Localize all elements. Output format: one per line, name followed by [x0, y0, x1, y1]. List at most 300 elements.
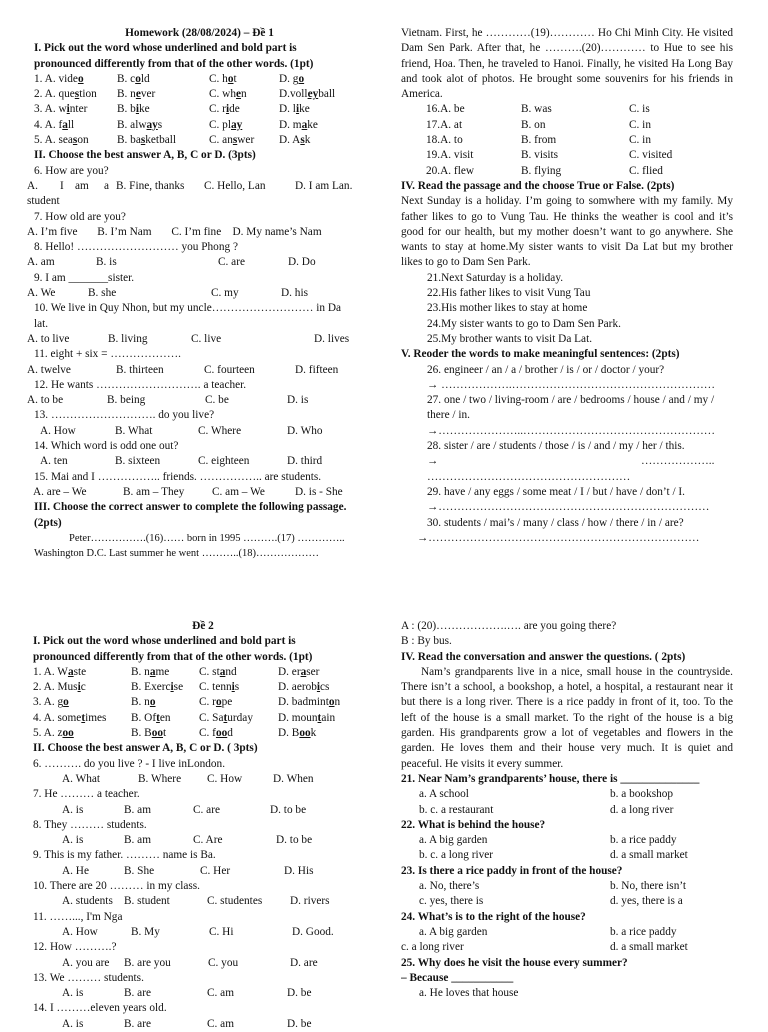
answer-line: ………………………………………………: [427, 470, 631, 483]
pronunciation-row: [33, 711, 373, 726]
word-part: ball: [318, 88, 336, 101]
word-part: t: [233, 72, 237, 85]
word-part: urday: [227, 711, 253, 724]
word-part: s: [234, 681, 240, 694]
question-text: 11. ……..., I'm Nga: [33, 910, 123, 923]
option-row: [401, 833, 733, 848]
word-option: [117, 118, 162, 133]
underlined-sound: t: [223, 711, 228, 724]
answer-option: 16.A. be: [426, 103, 465, 116]
underlined-sound: t: [81, 711, 86, 724]
underlined-sound: t: [156, 711, 160, 724]
word-part: on: [77, 134, 89, 147]
answer-option: a. A school: [419, 788, 469, 801]
word-part: ain: [321, 711, 336, 724]
question-text: 13. We ……… students.: [33, 971, 144, 984]
option-row: [401, 133, 733, 148]
answer-option: B. visits: [521, 149, 559, 162]
statement: 25.My brother wants to visit Da Lat.: [427, 332, 593, 345]
word-part: D. l: [279, 103, 296, 116]
comprehension-questions: [401, 772, 733, 956]
question-text: 6. How are you?: [34, 164, 109, 177]
question-text: 14. Which word is odd one out?: [34, 440, 179, 453]
underlined-sound: o: [328, 696, 335, 709]
answer-option: B. flying: [521, 164, 562, 177]
underlined-sound: e: [236, 88, 242, 101]
exam-2-part-1: [33, 619, 373, 1032]
pronunciation-row: [27, 133, 372, 148]
word-option: [199, 711, 253, 726]
word-option: [199, 665, 237, 680]
word-part: 4. A. f: [34, 118, 63, 131]
question-text: 10. There are 20 ……… in my class.: [33, 880, 201, 893]
underlined-sound: i: [77, 681, 81, 694]
word-option: [33, 680, 86, 695]
section-heading: pronounced differently from that of the other words. (1pt): [33, 650, 313, 663]
answer-option: B. on: [521, 118, 546, 131]
word-part: ke: [138, 103, 150, 116]
word-part: D. g: [279, 72, 299, 85]
word-part: 5. A. sea: [34, 134, 73, 147]
word-part: ver: [140, 88, 156, 101]
answer-option: d. yes, there is a: [610, 895, 683, 908]
word-part: imes: [85, 711, 107, 724]
word-part: k: [304, 134, 311, 147]
answer-options: A. I’m five B. I’m Nam C. I’m fine D. My name’s Nam: [27, 225, 322, 238]
underlined-sound: t: [317, 711, 322, 724]
answer-options: A. students B. student C. studentes D. rivers: [62, 895, 330, 908]
passage-text: Peter…………….(16)…… born in 1995 ……….(17) …………..: [69, 532, 345, 544]
word-option: [117, 72, 150, 87]
pronunciation-row: [33, 680, 373, 695]
answer-options: A. am B. is C. are D. Do: [27, 256, 316, 269]
word-part: 1. A. vide: [34, 72, 78, 85]
word-option: [34, 133, 89, 148]
word-option: [33, 695, 69, 710]
answer-options: A. is B. are C. am D. be: [62, 987, 312, 1000]
word-part: 4. A. some: [33, 711, 82, 724]
answer-options: A. We B. she C. my D. his: [27, 287, 308, 300]
question-text: – Because ___________: [401, 971, 514, 984]
word-option: [199, 695, 232, 710]
word-option: [278, 695, 340, 710]
word-part: B. Of: [131, 711, 157, 724]
answer-option: b. No, there isn’t: [610, 880, 687, 893]
word-option: [117, 133, 176, 148]
pronunciation-row: [33, 665, 373, 680]
true-false-list: [401, 271, 733, 347]
answer-line: →…………………..……………………………………………: [427, 424, 716, 437]
word-option: [209, 133, 254, 148]
exam-1-part-2: [401, 26, 733, 546]
word-part: B. n: [131, 665, 150, 678]
word-option: [279, 133, 310, 148]
word-part: B. Exerc: [131, 681, 171, 694]
pronunciation-row: [27, 102, 372, 117]
answer-option: b. a rice paddy: [610, 834, 677, 847]
pronunciation-list: [33, 665, 373, 741]
section-heading: V. Reoder the words to make meaningful sentences: (2pts): [401, 348, 680, 361]
word-part: wer: [237, 134, 255, 147]
word-part: d: [227, 727, 233, 740]
answer-option: b. a bookshop: [610, 788, 674, 801]
answer-option: b. a rice paddy: [610, 925, 677, 938]
underlined-sound: i: [316, 681, 321, 694]
underlined-sound: a: [300, 665, 307, 678]
section-heading: pronounced differently from that of the other words. (1pt): [34, 57, 314, 70]
answer-options: A. twelve B. thirteen C. fourteen D. fifteen: [27, 363, 339, 376]
answer-line: → ……………….………………………………………………: [427, 378, 716, 391]
word-part: ketball: [145, 134, 177, 147]
word-option: [279, 72, 304, 87]
underlined-sound: i: [66, 103, 70, 116]
answer-options: A. I am a B. Fine, thanks C. Hello, Lan D. I am Lan.: [27, 179, 353, 192]
underlined-sound: i: [231, 681, 235, 694]
answer-option: 17.A. at: [426, 118, 463, 131]
passage-text: Vietnam. First, he …………(19)………… Ho Chi Minh City. He visited Dam Sen Park. After that, he ……….(20)………… to Hue to see his friend, Hoa. Then, he traveled to Hanoi. Finally, he visited Ha Long Bay and took alot of photos. He brought some souvenirs for his friends in America.: [401, 27, 733, 101]
exam-1-part-1: [27, 26, 372, 561]
underlined-sound: s: [232, 134, 238, 147]
question-text: 6. ………. do you live ? - I live inLondon.: [33, 757, 226, 770]
word-part: nd: [225, 665, 237, 678]
word-part: B. n: [131, 696, 150, 709]
answer-options: A. How B. What C. Where D. Who: [40, 424, 323, 437]
underlined-sound: i: [170, 681, 174, 694]
dialogue-line: B : By bus.: [401, 635, 452, 648]
answer-option: C. in: [629, 118, 651, 131]
underlined-sound: oo: [299, 727, 311, 740]
underlined-sound: o: [227, 72, 234, 85]
underlined-sound: a: [67, 665, 74, 678]
answer-option: c. yes, there is: [419, 895, 484, 908]
answer-option: d. a small market: [610, 941, 688, 954]
word-part: 1. A. W: [33, 665, 68, 678]
answer-options: A. you are B. are you C. you D. are: [62, 956, 318, 969]
underlined-sound: i: [295, 103, 300, 116]
exam-2-part-2: [401, 619, 733, 1001]
question-text: 27. one / two / living-room / are / bedrooms / house / and / my /: [427, 394, 715, 407]
section-heading: (2pts): [34, 516, 62, 529]
word-part: C. Sa: [199, 711, 224, 724]
underlined-sound: o: [215, 696, 222, 709]
underlined-sound: s: [74, 88, 80, 101]
question-text: student: [27, 195, 60, 208]
answer-option: a. A big garden: [419, 925, 488, 938]
word-option: [209, 102, 240, 117]
word-part: t: [163, 727, 167, 740]
question-text: 21. Near Nam’s grandparents’ house, there is ______________: [401, 772, 700, 785]
word-option: [279, 87, 335, 102]
pronunciation-row: [27, 87, 372, 102]
word-part: B. b: [117, 103, 136, 116]
section-heading: II. Choose the best answer A, B, C or D. ( 3pts): [33, 742, 258, 755]
word-part: en: [159, 711, 171, 724]
word-part: D. moun: [278, 711, 318, 724]
answer-options: A. ten B. sixteen C. eighteen D. third: [40, 455, 323, 468]
underlined-sound: oo: [151, 727, 164, 740]
underlined-sound: a: [62, 118, 68, 131]
answer-option: b. c. a long river: [419, 849, 494, 862]
word-part: B. B: [131, 727, 152, 740]
option-row: [401, 803, 733, 818]
word-option: [131, 726, 166, 741]
word-part: C. an: [209, 134, 233, 147]
word-part: D. badmint: [278, 696, 329, 709]
word-part: C. pl: [209, 118, 231, 131]
question-text: 7. He ……… a teacher.: [33, 788, 140, 801]
word-part: pe: [221, 696, 233, 709]
answer-option: b. c. a restaurant: [419, 803, 494, 816]
word-part: B. ba: [117, 134, 141, 147]
question-text: 14. I ………eleven years old.: [33, 1002, 167, 1015]
question-text: 22. What is behind the house?: [401, 818, 546, 831]
word-part: ste: [73, 665, 87, 678]
word-part: me: [155, 665, 170, 678]
word-option: [209, 72, 237, 87]
passage-text: Next Sunday is a holiday. I’m going to somwhere with my family. My father likes to go to Vung Tau. He thinks the weather is cool and it’s good for our health, but my mother doesn’t want to go anywhere. She wants to stay at home.My sister wants to visit Da Lat but my brother likes to go to Dam Sen Park.: [401, 195, 733, 269]
word-part: D. B: [278, 727, 300, 740]
word-part: c: [80, 681, 86, 694]
question-text: 12. How ……….?: [33, 941, 117, 954]
pronunciation-row: [33, 726, 373, 741]
word-part: tion: [79, 88, 97, 101]
option-row: [401, 118, 733, 133]
page-title: Homework (28/08/2024) – Đề 1: [125, 27, 274, 39]
dialogue-line: A : (20)……………….…. are you going there?: [401, 620, 617, 632]
word-part: D. m: [279, 118, 302, 131]
statement: 21.Next Saturday is a holiday.: [427, 271, 564, 284]
question-text: 15. Mai and I …………….. friends. …………….. are students.: [34, 470, 322, 483]
page-title: Đề 2: [192, 620, 214, 632]
answer-options: A. He B. She C. Her D. His: [62, 864, 314, 877]
word-part: ser: [306, 665, 320, 678]
question-text: 7. How old are you?: [34, 210, 126, 223]
underlined-sound: a: [301, 118, 308, 131]
passage-text: Nam’s grandparents live in a nice, small house in the countryside. There isn’t a school, a bookshop, a hotel, a hospital, a restaurant near it but there is a long river. There is a rice paddy in front of it, too. To the left of the house is a small market. To the right of the house is a big garden. His grandparents grow a lot of vegetables and flowers in the garden. He loves them and their house very much. It is quiet and peaceful. He visits it every summer.: [401, 665, 733, 770]
answer-option: B. was: [521, 103, 552, 116]
question-text: 24. What’s is to the right of the house?: [401, 910, 586, 923]
word-option: [117, 102, 150, 117]
answer-option: c. a long river: [401, 941, 464, 954]
question-text: 29. have / any eggs / some meat / I / but / have / don’t / I.: [427, 485, 685, 498]
section-heading: I. Pick out the word whose underlined and bold part is: [34, 42, 297, 55]
word-option: [209, 118, 242, 133]
answer-options: A. What B. Where C. How D. When: [62, 772, 314, 785]
answer-option: d. a small market: [610, 849, 688, 862]
answer-option: d. a long river: [610, 803, 674, 816]
statement: 24.My sister wants to go to Dam Sen Park.: [427, 317, 621, 330]
answer-option: C. is: [629, 103, 650, 116]
question-text: 8. Hello! ……………………… you Phong ?: [34, 241, 238, 254]
word-option: [34, 102, 87, 117]
word-part: de: [229, 103, 240, 116]
underlined-sound: oo: [62, 727, 74, 740]
passage-options: [401, 102, 733, 178]
answer-option: B. from: [521, 134, 557, 147]
word-part: C. h: [209, 72, 228, 85]
answer-option: 20.A. flew: [426, 164, 475, 177]
word-part: B. n: [117, 88, 136, 101]
word-option: [34, 72, 84, 87]
underlined-sound: ay: [146, 118, 158, 131]
word-part: D. A: [279, 134, 301, 147]
word-part: C. r: [199, 696, 216, 709]
option-row: [401, 787, 733, 802]
underlined-sound: o: [135, 72, 141, 85]
section-heading: IV. Read the conversation and answer the questions. ( 2pts): [401, 650, 686, 663]
question-text: 8. They ……… students.: [33, 818, 147, 831]
option-row: [401, 925, 733, 940]
question-text: 28. sister / are / students / those / is / and / my / her / this.: [427, 440, 685, 453]
underlined-sound: o: [298, 72, 305, 85]
word-option: [33, 665, 86, 680]
question-text: 30. students / mai’s / many / class / how / there / in / are?: [427, 516, 684, 529]
word-part: 2. A. que: [34, 88, 75, 101]
passage-text: Washington D.C. Last summer he went ………..(18)………………: [34, 548, 319, 560]
word-part: ll: [67, 118, 75, 131]
underlined-sound: s: [140, 134, 146, 147]
underlined-sound: i: [135, 103, 139, 116]
word-part: B. alw: [117, 118, 147, 131]
option-row: [401, 894, 733, 909]
question-text: 10. We live in Quy Nhon, but my uncle……………………… in Da: [34, 302, 342, 315]
word-part: C. wh: [209, 88, 236, 101]
word-option: [117, 87, 155, 102]
answer-option: a. No, there’s: [419, 880, 480, 893]
word-option: [278, 665, 319, 680]
question-text: 12. He wants ………………………. a teacher.: [34, 378, 247, 391]
pronunciation-row: [27, 72, 372, 87]
word-option: [34, 118, 74, 133]
answer-options: A. are – We B. am – They C. am – We D. is - She: [33, 485, 343, 498]
word-part: C. tenn: [199, 681, 232, 694]
section-heading: II. Choose the best answer A, B, C or D. (3pts): [34, 149, 256, 162]
section-heading: III. Choose the correct answer to complete the following passage.: [34, 501, 347, 514]
word-part: 3. A. g: [33, 696, 64, 709]
underlined-sound: i: [225, 103, 230, 116]
word-option: [34, 87, 97, 102]
word-part: 3. A. w: [34, 103, 67, 116]
word-part: 5. A. z: [33, 727, 63, 740]
answer-options: A. is B. am C. are D. to be: [62, 803, 307, 816]
answer-options: A. How B. My C. Hi D. Good.: [62, 925, 334, 938]
word-option: [199, 726, 233, 741]
answer-option: C. flied: [629, 164, 663, 177]
question-text: there / in.: [427, 409, 470, 422]
underlined-sound: o: [63, 696, 69, 709]
underlined-sound: oo: [215, 727, 228, 740]
underlined-sound: ay: [230, 118, 243, 131]
option-row: [401, 940, 733, 955]
word-part: ld: [140, 72, 150, 85]
underlined-sound: o: [149, 696, 156, 709]
word-option: [199, 680, 239, 695]
word-option: [209, 87, 247, 102]
section-heading: IV. Read the passage and the choose True or False. (2pts): [401, 179, 675, 192]
word-option: [278, 711, 335, 726]
underlined-sound: s: [72, 134, 78, 147]
word-part: C. f: [199, 727, 216, 740]
word-part: k: [310, 727, 317, 740]
word-part: nter: [69, 103, 88, 116]
word-part: 2. A. Mus: [33, 681, 78, 694]
underlined-sound: s: [300, 134, 305, 147]
word-option: [131, 680, 183, 695]
statement: 23.His mother likes to stay at home: [427, 302, 588, 315]
word-option: [279, 102, 310, 117]
word-option: [131, 711, 171, 726]
question-text: 9. I am _______sister.: [34, 271, 135, 284]
underlined-sound: ey: [307, 88, 319, 101]
option-row: [401, 879, 733, 894]
pronunciation-row: [27, 118, 372, 133]
word-option: [33, 711, 106, 726]
option-row: [401, 848, 733, 863]
question-text: 25. Why does he visit the house every summer?: [401, 956, 628, 969]
question-text: 11. eight + six = ……………….: [34, 348, 181, 361]
word-option: [278, 726, 316, 741]
pronunciation-row: [33, 695, 373, 710]
answer-options: A. to be B. being C. be D. is: [27, 394, 309, 407]
answer-option: C. visited: [629, 149, 673, 162]
answer-line: →………………………………………………………………: [427, 501, 710, 514]
answer-option: 19.A. visit: [426, 149, 474, 162]
word-part: D. aerob: [278, 681, 317, 694]
answer-option: a. He loves that house: [419, 987, 519, 1000]
word-part: n: [241, 88, 247, 101]
question-text: lat.: [34, 317, 49, 330]
word-option: [131, 695, 156, 710]
question-text: 13. ………………………. do you live?: [34, 409, 215, 422]
question-text: 9. This is my father. ……… name is Ba.: [33, 849, 216, 862]
word-option: [33, 726, 74, 741]
word-part: C. st: [199, 665, 220, 678]
answer-option: a. A big garden: [419, 834, 488, 847]
underlined-sound: a: [149, 665, 156, 678]
answer-options: A. is B. am C. Are D. to be: [62, 834, 313, 847]
answer-option: 18.A. to: [426, 134, 463, 147]
word-option: [279, 118, 318, 133]
option-row: [401, 148, 733, 163]
word-part: C. r: [209, 103, 226, 116]
word-part: B. c: [117, 72, 136, 85]
underlined-sound: a: [219, 665, 226, 678]
word-option: [131, 665, 169, 680]
answer-option: C. in: [629, 134, 651, 147]
pronunciation-list: [27, 72, 372, 148]
word-part: D.voll: [279, 88, 308, 101]
word-part: ke: [307, 118, 318, 131]
statement: 22.His father likes to visit Vung Tau: [427, 287, 591, 300]
section-heading: I. Pick out the word whose underlined and bold part is: [33, 635, 296, 648]
word-part: s: [157, 118, 163, 131]
underlined-sound: e: [135, 88, 141, 101]
underlined-sound: o: [77, 72, 84, 85]
answer-options: A. to live B. living C. live D. lives: [27, 332, 350, 345]
word-part: se: [173, 681, 184, 694]
question-text: 26. engineer / an / a / brother / is / or / doctor / your?: [427, 363, 665, 376]
word-option: [278, 680, 329, 695]
question-text: 23. Is there a rice paddy in front of the house?: [401, 864, 623, 877]
answer-line: → ………………..: [427, 455, 715, 468]
word-part: cs: [320, 681, 330, 694]
word-part: n: [334, 696, 341, 709]
word-part: ke: [299, 103, 310, 116]
word-part: D. er: [278, 665, 301, 678]
option-row: [401, 102, 733, 117]
option-row: [401, 164, 733, 179]
answer-options: A. is B. are C. am D. be: [62, 1017, 312, 1030]
